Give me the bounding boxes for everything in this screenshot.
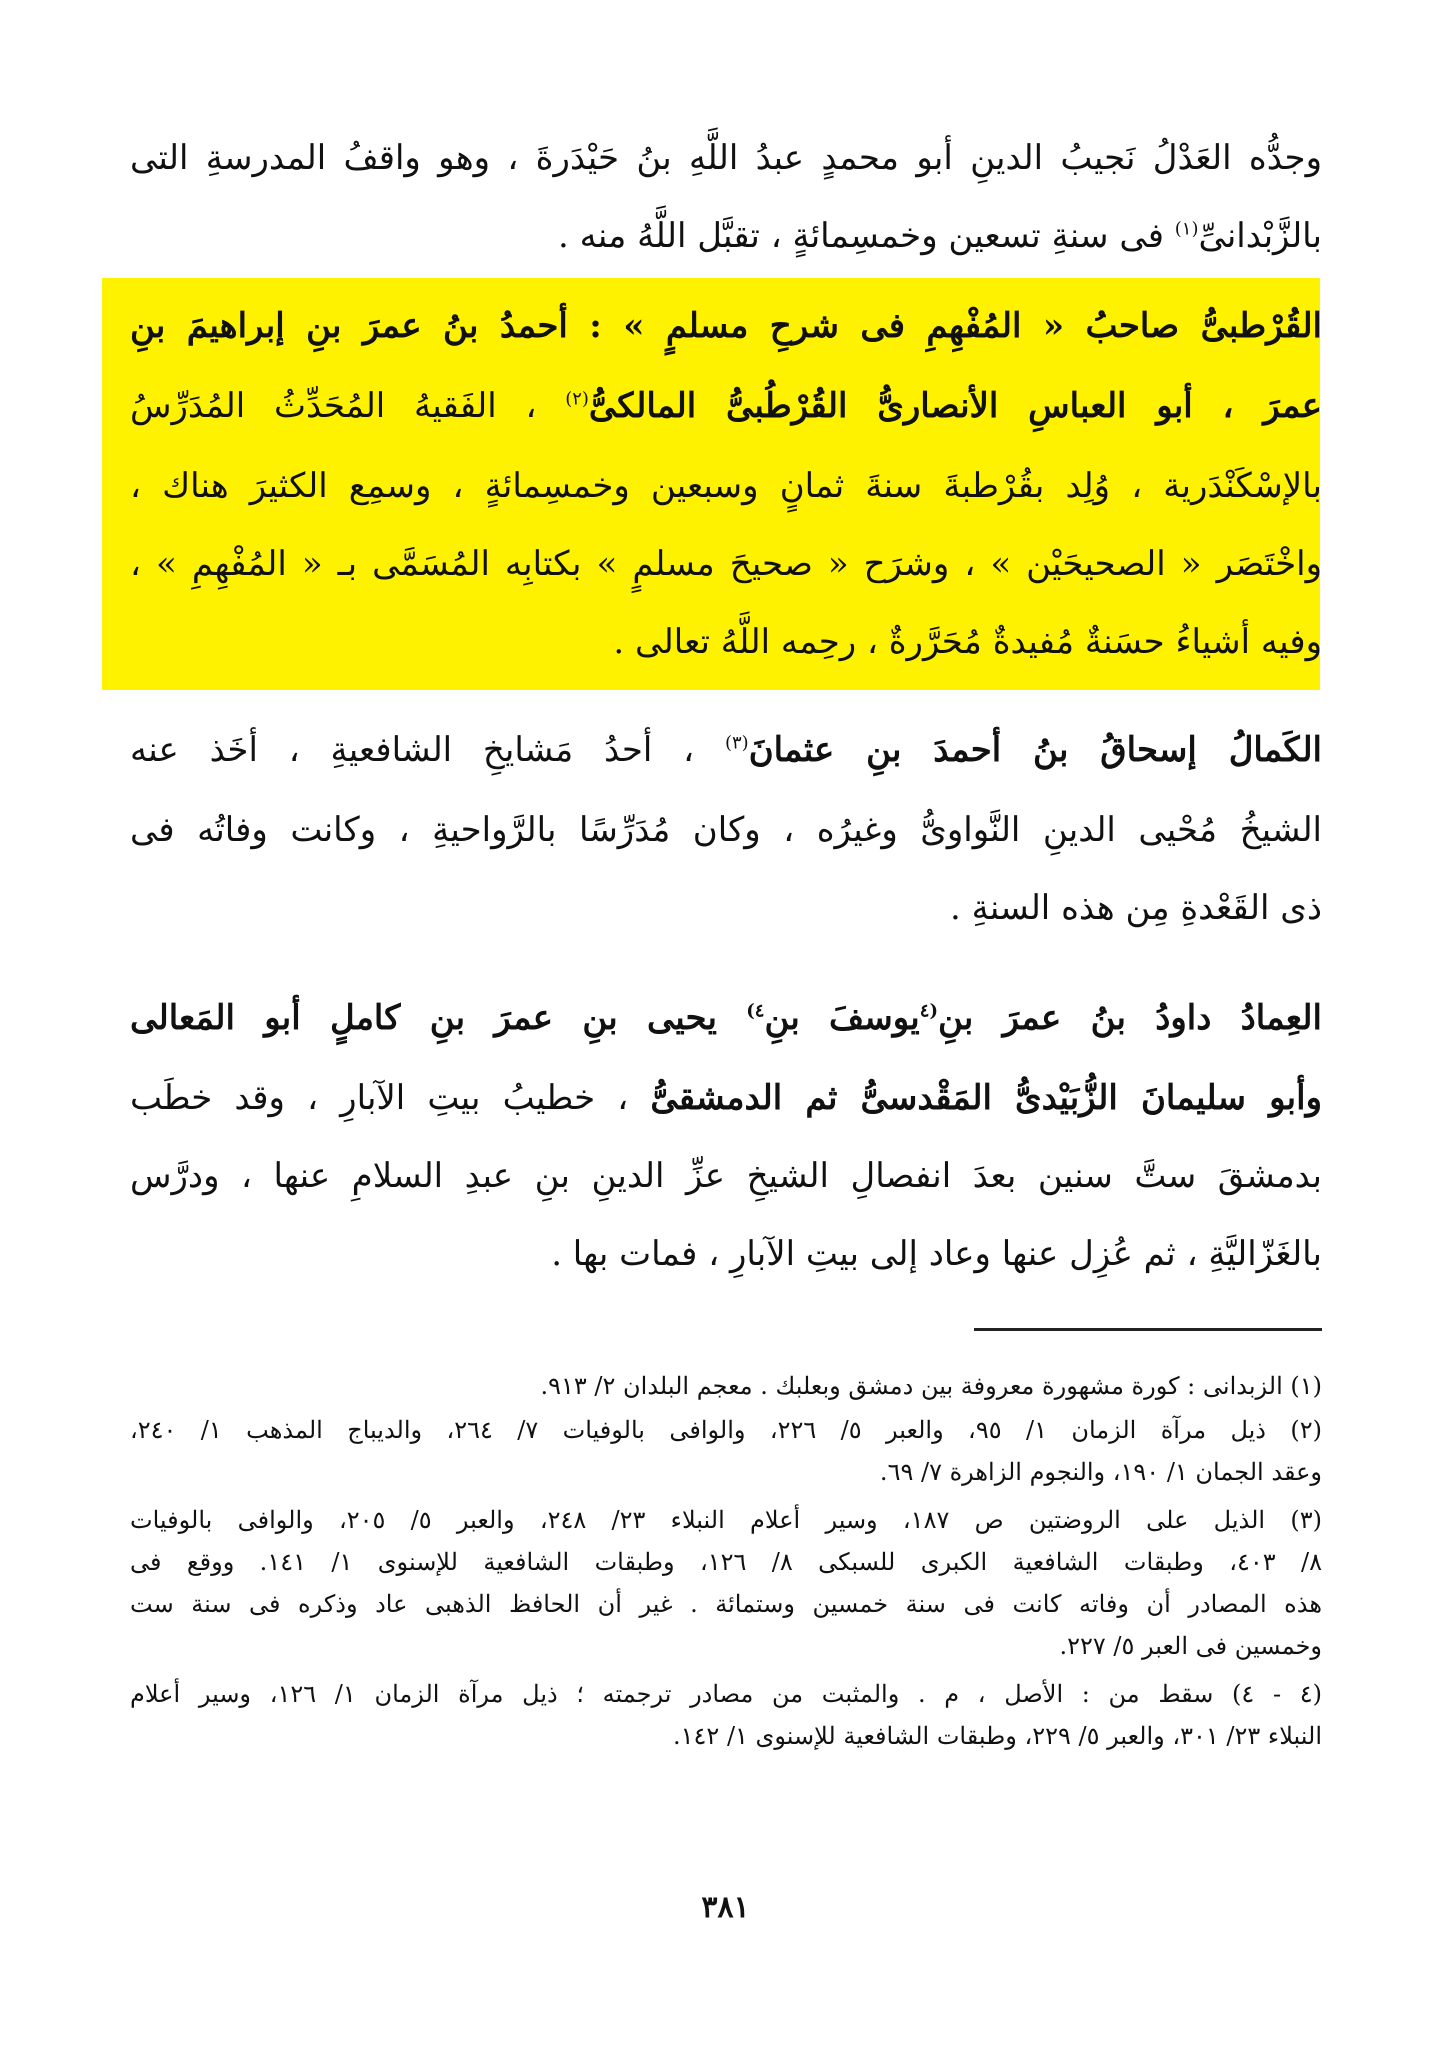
footnote-line: وعقد الجمان ١/ ١٩٠، والنجوم الزاهرة ٧/ ٦٩.: [879, 1458, 1322, 1486]
footnote-line: وخمسين فى العبر ٥/ ٢٢٧.: [1059, 1632, 1322, 1660]
footnote-ref: ٤): [746, 1000, 765, 1022]
entry-line: [130, 1068, 1322, 1128]
entry-line: الشيخُ مُحْيى الدينِ النَّواوىُّ وغيرُه ، وكان مُدَرِّسًا بالرَّواحيةِ ، وكانت وفاتُه فى: [130, 810, 1322, 850]
entry-line: بالغَزّاليَّةِ ، ثم عُزِل عنها وعاد إلى بيتِ الآبارِ ، فمات بها .: [551, 1234, 1322, 1274]
place-name: بالزَّبْدانىِّ: [1198, 216, 1322, 256]
entry-heading-qurtubi: القُرْطبىُّ صاحبُ « المُفْهِمِ فى شرحِ مسلمٍ » : أحمدُ بنُ عمرَ بنِ إبراهيمَ بنِ: [130, 306, 1322, 346]
entry-name: عمرَ ، أبو العباسِ الأنصارىُّ القُرْطُبىُّ المالكىُّ: [588, 386, 1322, 426]
entry-text: ، أحدُ مَشايخِ الشافعيةِ ، أخَذ عنه: [130, 730, 695, 770]
footnote-ref: (٤: [919, 1000, 938, 1022]
footnote-line: (٣) الذيل على الروضتين ص ١٨٧، وسير أعلام النبلاء ٢٣/ ٢٤٨، والعبر ٥/ ٢٠٥، والوافى بالوفيات: [130, 1506, 1322, 1534]
entry-line: [130, 376, 1322, 436]
entry-line: واخْتَصَر « الصحيحَيْن » ، وشرَح « صحيحَ مسلمٍ » بكتابِه المُسَمَّى بـ « المُفْهِمِ » ،: [130, 544, 1322, 584]
footnote-line: هذه المصادر أن وفاته كانت فى سنة خمسين وستمائة . غير أن الحافظ الذهبى عاد وذكره فى سنة ست: [130, 1590, 1323, 1618]
footnote-separator: [974, 1328, 1322, 1331]
heading-part: العِمادُ داودُ بنُ عمرَ بنِ: [937, 998, 1322, 1038]
footnote-line: (٤ - ٤) سقط من : الأصل ، م . والمثبت من مصادر ترجمته ؛ ذيل مرآة الزمان ١/ ١٢٦، وسير أعلام: [130, 1680, 1323, 1708]
footnote-line: (٢) ذيل مرآة الزمان ١/ ٩٥، والعبر ٥/ ٢٢٦، والوافى بالوفيات ٧/ ٢٦٤، والديباج المذهب ١/ ٢٤٠،: [130, 1416, 1323, 1444]
entry-line: بالإسْكَنْدَرية ، وُلِد بقُرْطبةَ سنةَ ثمانٍ وسبعين وخمسِمائةٍ ، وسمِع الكثيرَ هناك ،: [130, 466, 1322, 506]
footnote-line: (١) الزبدانى : كورة مشهورة معروفة بين دمشق وبعلبك . معجم البلدان ٢/ ٩١٣.: [540, 1372, 1322, 1400]
entry-line: ذى القَعْدةِ مِن هذه السنةِ .: [950, 888, 1322, 928]
heading-part: يحيى بنِ عمرَ بنِ كاملٍ أبو المَعالى: [130, 998, 717, 1038]
entry-heading-imad: [130, 988, 1322, 1048]
body-text: فى سنةِ تسعين وخمسِمائةٍ ، تقبَّل اللَّهُ منه .: [558, 216, 1164, 256]
heading-part: يوسفَ بنِ: [764, 998, 920, 1038]
footnote-line: ٨/ ٤٠٣، وطبقات الشافعية الكبرى للسبكى ٨/ ١٢٦، وطبقات الشافعية للإسنوى ١/ ١٤١. ووقع فى: [130, 1548, 1323, 1576]
entry-heading-kamal: الكَمالُ إسحاقُ بنُ أحمدَ بنِ عثمانَ: [748, 730, 1322, 770]
footnote-ref: (٣): [724, 732, 749, 754]
entry-line: [130, 720, 1322, 780]
footnote-ref: (٢): [565, 388, 589, 410]
body-line: [130, 206, 1322, 266]
page-number: ٣٨١: [701, 1890, 750, 1925]
entry-line: وفيه أشياءُ حسَنةٌ مُفيدةٌ مُحَرَّرةٌ ، رحِمه اللَّهُ تعالى .: [613, 622, 1322, 662]
footnote-ref: (١): [1174, 218, 1199, 240]
footnote-line: النبلاء ٢٣/ ٣٠١، والعبر ٥/ ٢٢٩، وطبقات الشافعية للإسنوى ١/ ١٤٢.: [673, 1722, 1322, 1750]
entry-line: بدمشقَ ستَّ سنين بعدَ انفصالِ الشيخِ عزِّ الدينِ بنِ عبدِ السلامِ عنها ، ودرَّس: [130, 1156, 1322, 1196]
body-line: وجدُّه العَدْلُ نَجيبُ الدينِ أبو محمدٍ عبدُ اللَّهِ بنُ حَيْدَرةَ ، وهو واقفُ المدرسةِ التى: [130, 138, 1322, 178]
entry-name: وأبو سليمانَ الزُّبَيْدىُّ المَقْدسىُّ ثم الدمشقىُّ: [650, 1078, 1322, 1118]
entry-text: ، الفَقيهُ المُحَدِّثُ المُدَرِّسُ: [130, 386, 537, 426]
entry-text: ، خطيبُ بيتِ الآبارِ ، وقد خطَب: [130, 1078, 629, 1118]
